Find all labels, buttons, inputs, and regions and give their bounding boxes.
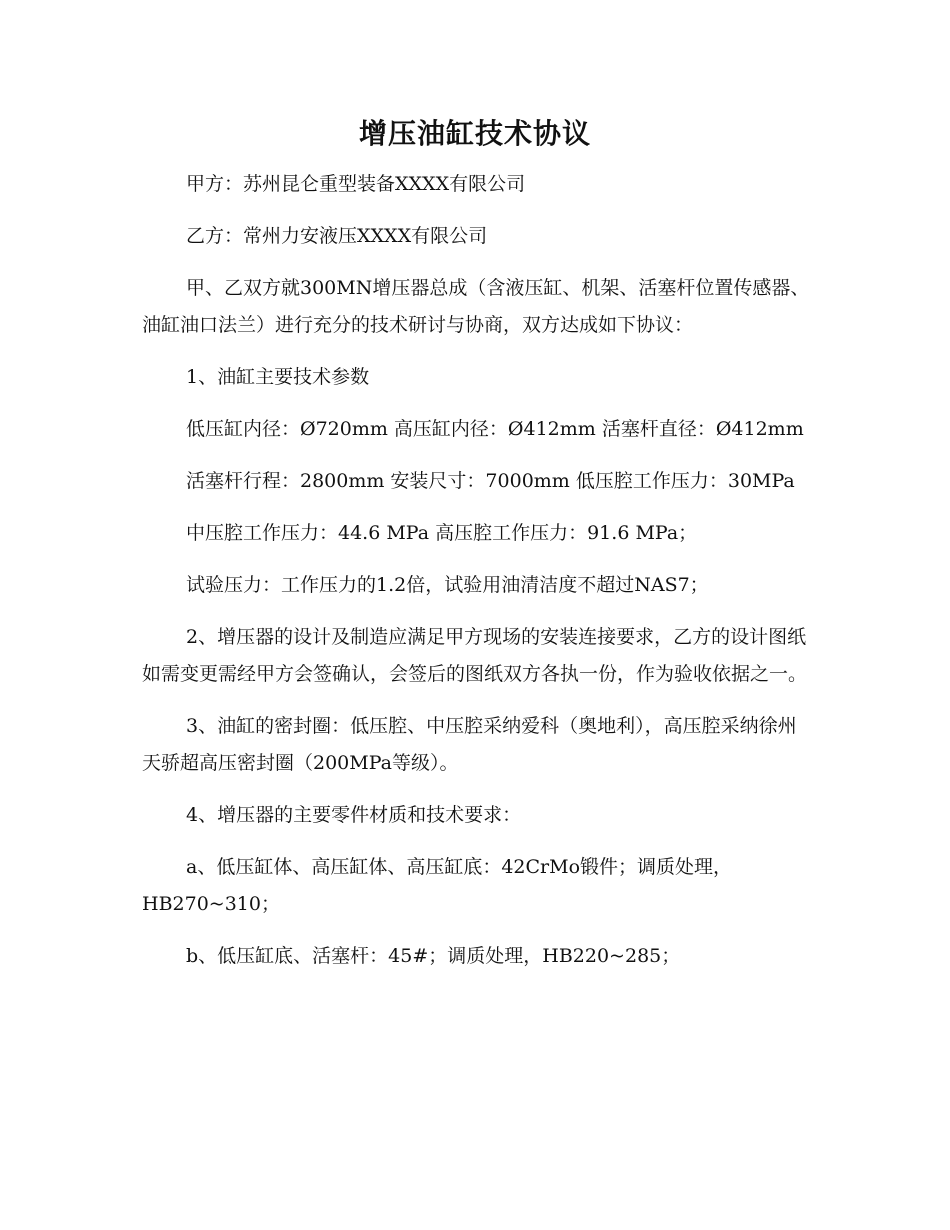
intro-paragraph: 甲、乙双方就300MN增压器总成（含液压缸、机架、活塞杆位置传感器、油缸油口法兰）进行充分的技术研讨与协商，双方达成如下协议： (142, 277, 810, 336)
section-3-paragraph: 3、油缸的密封圈：低压腔、中压腔采纳爱科（奥地利），高压腔采纳徐州天骄超高压密封圈（200MPa等级）。 (142, 715, 797, 774)
document-body (142, 166, 810, 990)
section-4-item-a: a、低压缸体、高压缸体、高压缸底：42CrMo锻件；调质处理，HB270~310； (142, 856, 733, 915)
param-line-diameters: 低压缸内径：Ø720mm 高压缸内径：Ø412mm 活塞杆直径：Ø412mm (186, 418, 804, 440)
section-2-paragraph: 2、增压器的设计及制造应满足甲方现场的安装连接要求，乙方的设计图纸如需变更需经甲方会签确认，会签后的图纸双方各执一份，作为验收依据之一。 (142, 626, 808, 685)
section-4-heading: 4、增压器的主要零件材质和技术要求： (186, 804, 522, 826)
param-line-pressures: 中压腔工作压力：44.6 MPa 高压腔工作压力：91.6 MPa； (186, 522, 698, 544)
param-line-stroke: 活塞杆行程：2800mm 安装尺寸：7000mm 低压腔工作压力：30MPa (186, 470, 795, 492)
party-b-line: 乙方：常州力安液压XXXX有限公司 (186, 225, 488, 247)
param-line-test-pressure: 试验压力：工作压力的1.2倍，试验用油清洁度不超过NAS7； (186, 574, 709, 596)
section-1-heading: 1、油缸主要技术参数 (186, 366, 370, 388)
document-title: 增压油缸技术协议 (358, 117, 591, 150)
party-a-line: 甲方：苏州昆仑重型装备XXXX有限公司 (186, 173, 526, 195)
section-4-item-b: b、低压缸底、活塞杆：45#；调质处理，HB220~285； (186, 945, 681, 967)
